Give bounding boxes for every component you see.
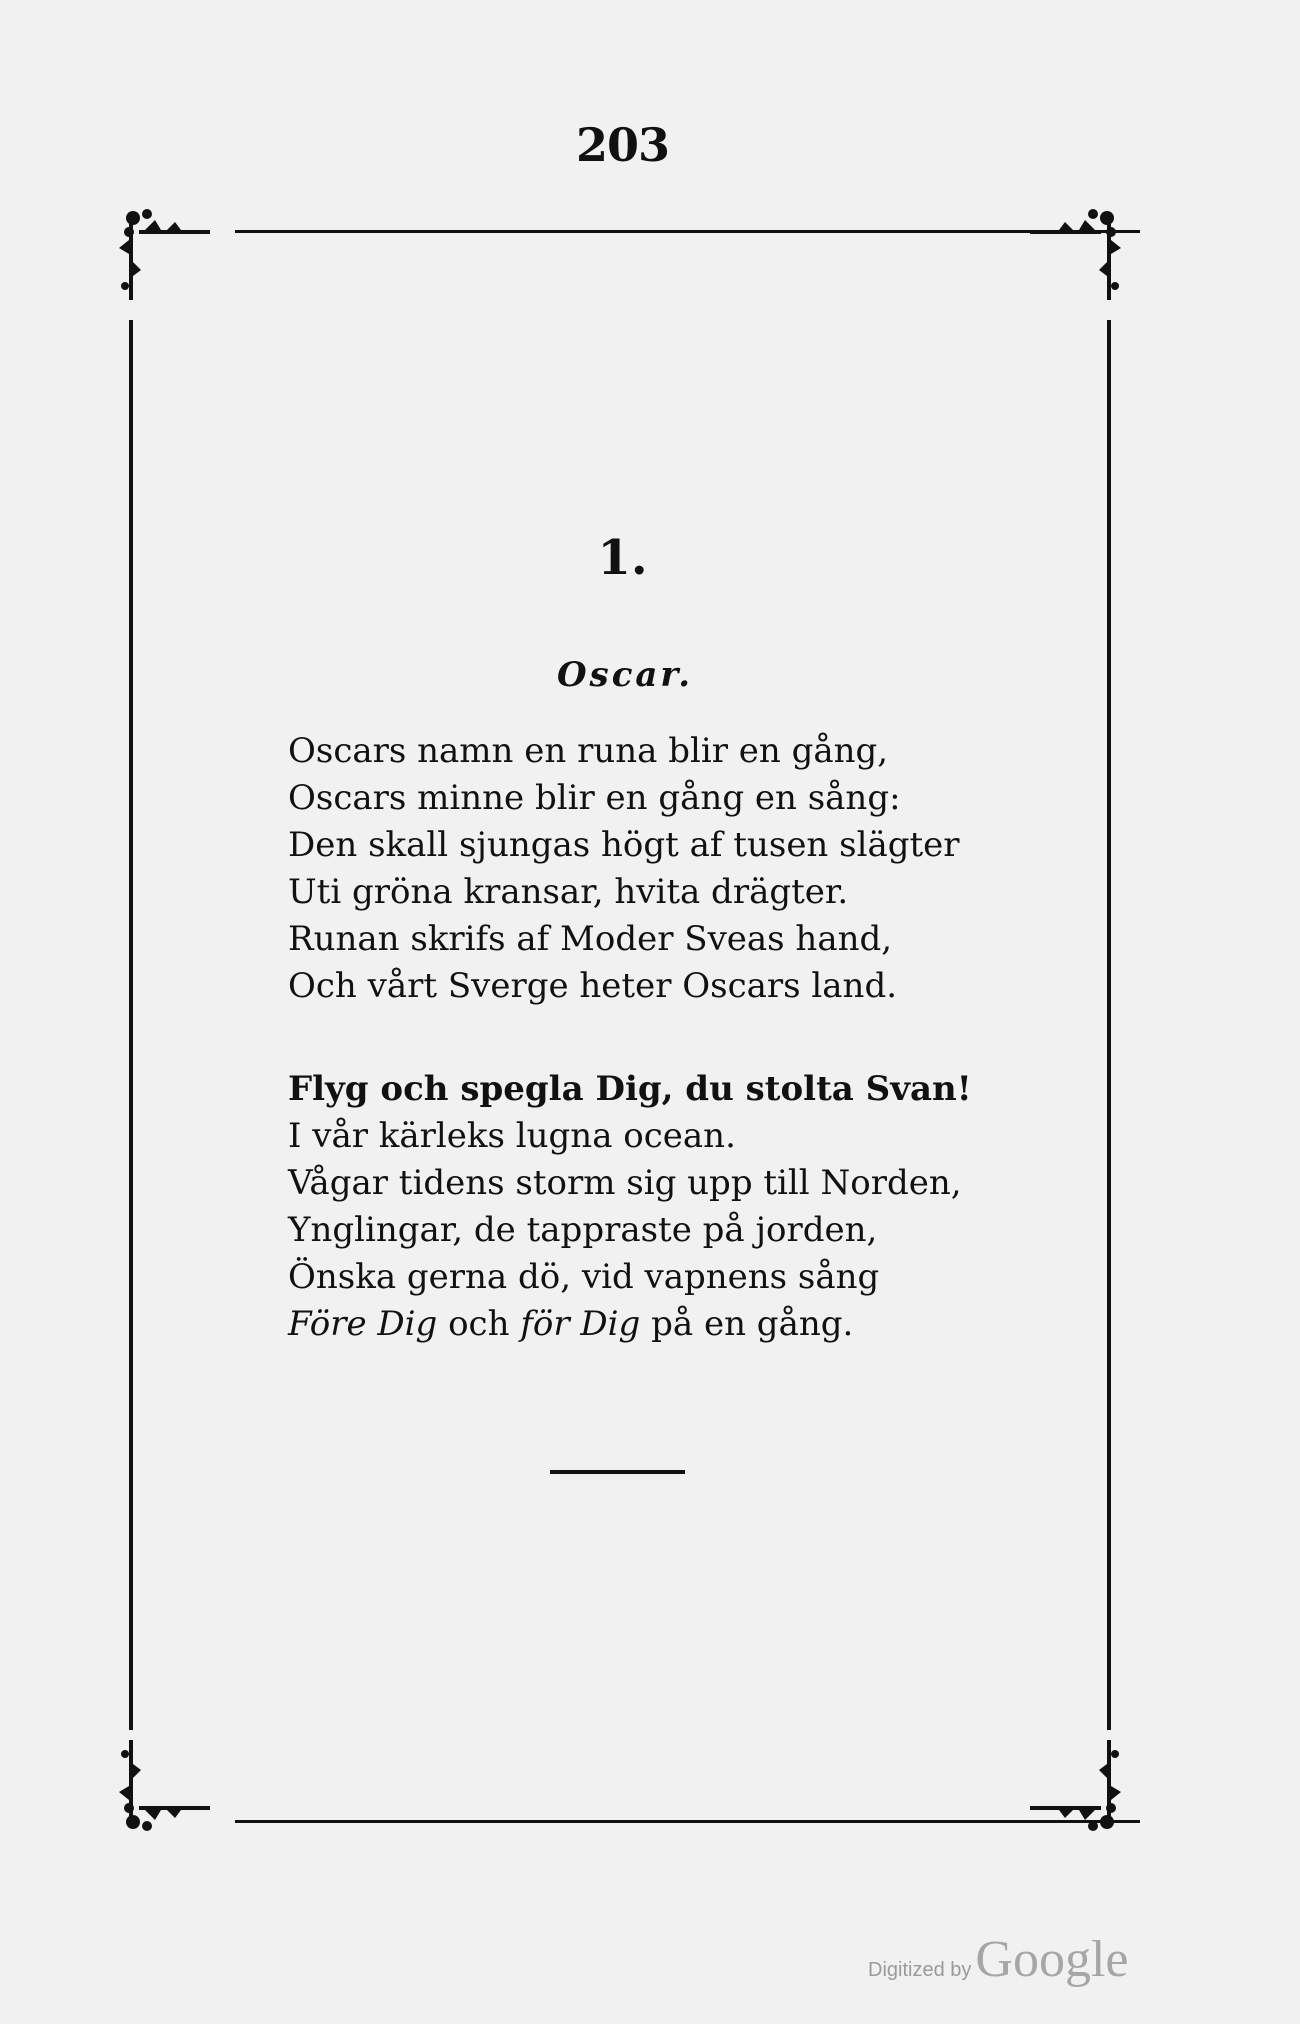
corner-ornament-icon bbox=[1015, 200, 1125, 310]
digitized-by-text: Digitized by bbox=[868, 1959, 972, 1981]
stanza-2 bbox=[288, 1066, 1008, 1348]
poem-body bbox=[288, 728, 1008, 1348]
poem-title: Oscar. bbox=[556, 655, 694, 695]
end-divider bbox=[550, 1470, 685, 1474]
poem-last-line bbox=[288, 1301, 1008, 1348]
poem-line: Flyg och spegla Dig, du stolta Svan! bbox=[288, 1069, 972, 1109]
poem-line: Oscars namn en runa blir en gång, bbox=[288, 731, 889, 771]
poem-line: Vågar tidens storm sig upp till Norden, bbox=[288, 1163, 962, 1203]
frame-top-rule bbox=[235, 230, 1140, 233]
poem-line: Den skall sjungas högt af tusen slägter bbox=[288, 825, 960, 865]
poem-line: Oscars minne blir en gång en sång: bbox=[288, 778, 901, 818]
section-number: 1. bbox=[597, 530, 648, 586]
page-number: 203 bbox=[575, 118, 670, 172]
stanza-1 bbox=[288, 728, 1008, 1010]
frame-bottom-rule bbox=[235, 1820, 1140, 1823]
corner-ornament-icon bbox=[115, 200, 225, 310]
plain-phrase: på en gång. bbox=[640, 1304, 854, 1344]
poem-line: Ynglingar, de tappraste på jorden, bbox=[288, 1210, 878, 1250]
plain-phrase: och bbox=[437, 1304, 521, 1344]
poem-line: I vår kärleks lugna ocean. bbox=[288, 1116, 736, 1156]
poem-line: Önska gerna dö, vid vapnens sång bbox=[288, 1257, 880, 1297]
italic-phrase: Före Dig bbox=[288, 1304, 438, 1344]
digitized-watermark bbox=[868, 1930, 1128, 1989]
corner-ornament-icon bbox=[1015, 1730, 1125, 1840]
poem-line: Uti gröna kransar, hvita drägter. bbox=[288, 872, 849, 912]
google-logo: Google bbox=[975, 1931, 1129, 1988]
poem-line: Runan skrifs af Moder Sveas hand, bbox=[288, 919, 893, 959]
corner-ornament-icon bbox=[115, 1730, 225, 1840]
poem-line: Och vårt Sverge heter Oscars land. bbox=[288, 966, 898, 1006]
italic-phrase: för Dig bbox=[520, 1304, 641, 1344]
